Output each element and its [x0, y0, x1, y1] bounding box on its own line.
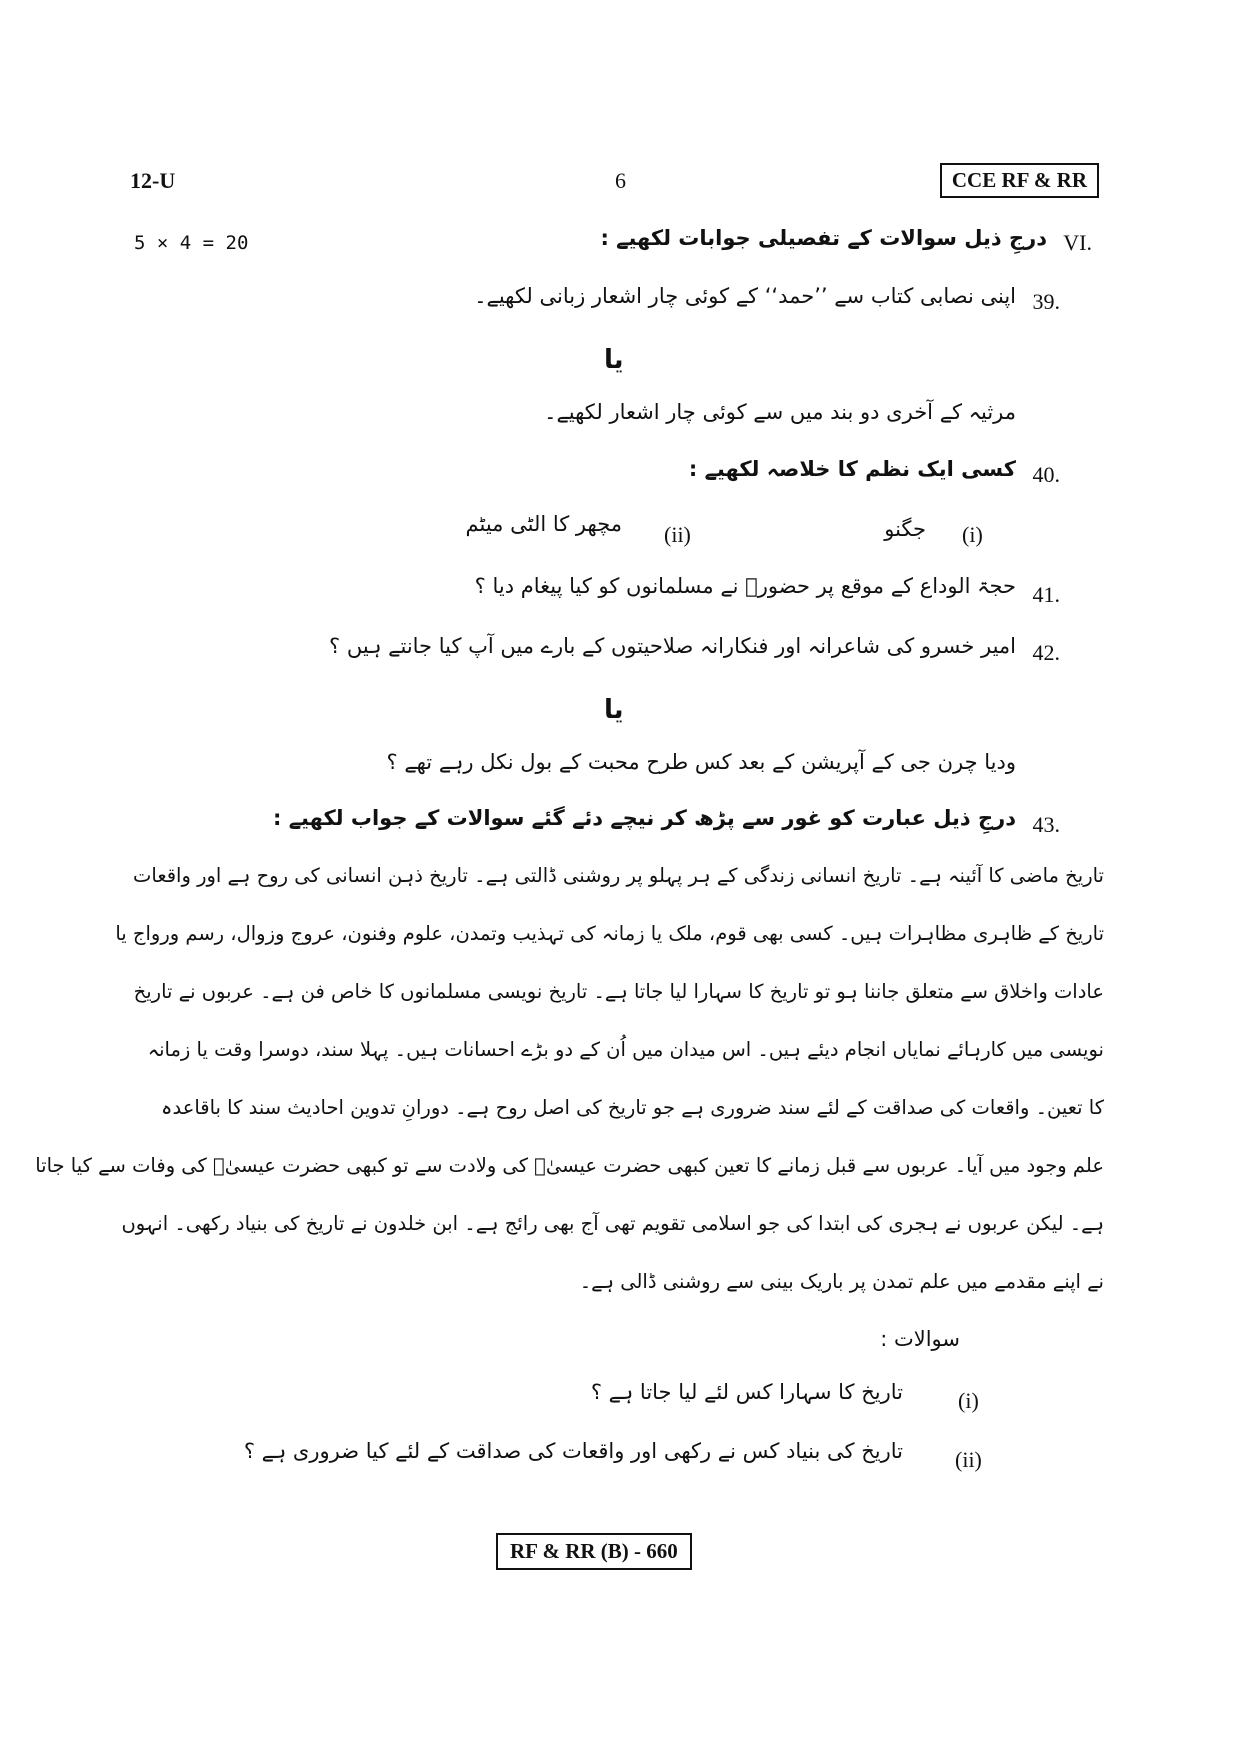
q39-text: اپنی نصابی کتاب سے ’’حمد‘‘ کے کوئی چار اشعار زبانی لکھیے۔: [474, 284, 1016, 308]
q39-alternative: مرثیہ کے آخری دو بند میں سے کوئی چار اشعار لکھیے۔: [544, 400, 1016, 424]
passage-line: تاریخ ماضی کا آئینہ ہے۔ تاریخ انسانی زندگی کے ہر پہلو پر روشنی ڈالتی ہے۔ تاریخ ذہن انسانی کی روح ہے اور واقعات: [133, 864, 1104, 887]
series-code-box: CCE RF & RR: [940, 163, 1099, 198]
section-roman-numeral: VI.: [1063, 230, 1092, 255]
passage-line: تاریخ کے ظاہری مظاہرات ہیں۔ کسی بھی قوم، ملک یا زمانہ کی تہذیب وتمدن، علوم وفنون، عروج وزوال، رسم ورواج یا: [115, 922, 1104, 945]
section-title: درجِ ذیل سوالات کے تفصیلی جوابات لکھیے :: [600, 226, 1047, 250]
q43-sub1-number: (i): [958, 1388, 979, 1413]
q40-option1: جگنو: [884, 517, 926, 541]
q43-sub1: تاریخ کا سہارا کس لئے لیا جاتا ہے ؟: [590, 1380, 903, 1404]
passage-line: نے اپنے مقدمے میں علم تمدن پر باریک بینی سے روشنی ڈالی ہے۔: [579, 1270, 1104, 1293]
page-number: 6: [615, 168, 626, 193]
q43-number: 43.: [1032, 812, 1060, 837]
passage-line: علم وجود میں آیا۔ عربوں سے قبل زمانے کا تعین کبھی حضرت عیسیٰؑ کی ولادت سے تو کبھی حضرت عیسیٰؑ کی وفات سے کیا جاتا: [35, 1154, 1104, 1177]
q42-number: 42.: [1032, 640, 1060, 665]
page-code: 12-U: [130, 168, 176, 193]
q41-text: حجۃ الوداع کے موقع پر حضورؐ نے مسلمانوں کو کیا پیغام دیا ؟: [474, 574, 1016, 598]
questions-label: سوالات :: [880, 1327, 960, 1351]
q39-number: 39.: [1032, 289, 1060, 314]
q39-or: یا: [604, 345, 624, 375]
q42-or: یا: [604, 695, 624, 725]
passage-line: نویسی میں کارہائے نمایاں انجام دیئے ہیں۔ اس میدان میں اُن کے دو بڑے احسانات ہیں۔ پہلا سند، دوسرا وقت یا زمانہ: [147, 1038, 1104, 1061]
passage-line: عادات واخلاق سے متعلق جاننا ہو تو تاریخ کا سہارا لیا جاتا ہے۔ تاریخ نویسی مسلمانوں کا خاص فن ہے۔ عربوں نے تاریخ: [133, 980, 1104, 1003]
q43-sub2-number: (ii): [955, 1447, 982, 1472]
q40-number: 40.: [1032, 462, 1060, 487]
q43-text: درجِ ذیل عبارت کو غور سے پڑھ کر نیچے دئے گئے سوالات کے جواب لکھیے :: [273, 806, 1016, 830]
q40-option2-number: (ii): [664, 522, 691, 547]
q43-sub2: تاریخ کی بنیاد کس نے رکھی اور واقعات کی صداقت کے لئے کیا ضروری ہے ؟: [243, 1439, 903, 1463]
q42-alternative: ودیا چرن جی کے آپریشن کے بعد کس طرح محبت کے بول نکل رہے تھے ؟: [386, 750, 1016, 774]
passage-line: ہے۔ لیکن عربوں نے ہجری کی ابتدا کی جو اسلامی تقویم تھی آج بھی رائج ہے۔ ابن خلدون نے تاریخ کی بنیاد رکھی۔ انہوں: [121, 1212, 1104, 1235]
q41-number: 41.: [1032, 582, 1060, 607]
q42-text: امیر خسرو کی شاعرانہ اور فنکارانہ صلاحیتوں کے بارے میں آپ کیا جانتے ہیں ؟: [329, 634, 1016, 658]
section-marks: 5 × 4 = 20: [134, 232, 249, 254]
q40-option2: مچھر کا الٹی میٹم: [465, 512, 622, 536]
passage-line: کا تعین۔ واقعات کی صداقت کے لئے سند ضروری ہے جو تاریخ کی اصل روح ہے۔ دورانِ تدوین احادیث سند کا باقاعدہ: [161, 1096, 1104, 1119]
footer-code-box: RF & RR (B) - 660: [496, 1533, 692, 1570]
q40-option1-number: (i): [962, 522, 983, 547]
q40-text: کسی ایک نظم کا خلاصہ لکھیے :: [688, 457, 1016, 481]
